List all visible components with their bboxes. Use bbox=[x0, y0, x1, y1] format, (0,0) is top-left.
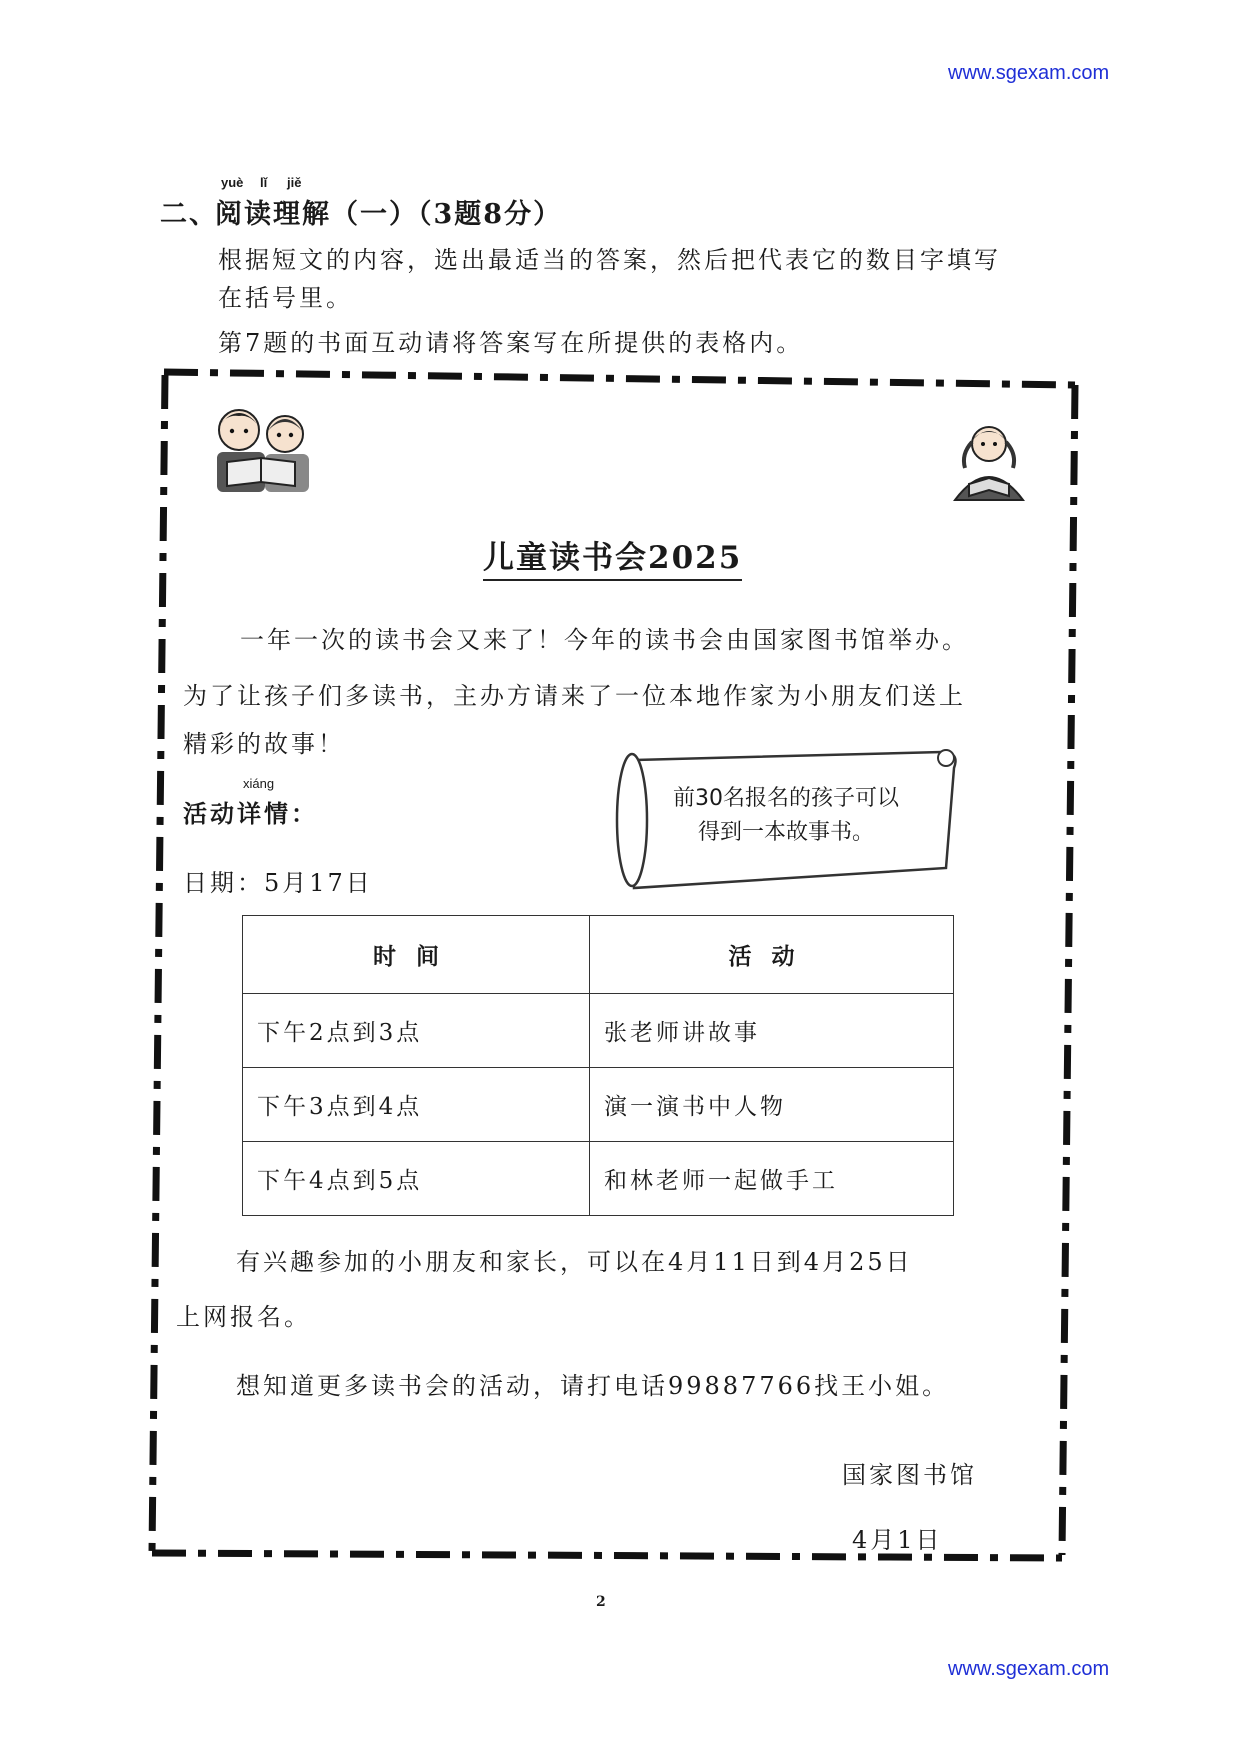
row-1-activity: 张老师讲故事 bbox=[590, 994, 954, 1068]
signature-organization: 国家图书馆 bbox=[842, 1461, 977, 1489]
instruction-line-2: 在括号里。 bbox=[218, 284, 353, 312]
pinyin-jie: jiě bbox=[287, 175, 302, 190]
instruction-line-3: 第7题的书面互动请将答案写在所提供的表格内。 bbox=[218, 329, 804, 357]
poster-paragraph-line-3: 精彩的故事！ bbox=[183, 730, 345, 758]
girl-reading-illustration bbox=[945, 420, 1033, 506]
poster-title: 儿童读书会2025 bbox=[483, 532, 742, 581]
row-3-activity: 和林老师一起做手工 bbox=[590, 1142, 954, 1216]
poster-paragraph-line-1: 一年一次的读书会又来了！今年的读书会由国家图书馆举办。 bbox=[240, 626, 969, 654]
children-reading-illustration bbox=[205, 400, 315, 498]
watermark-top: www.sgexam.com bbox=[948, 62, 1110, 84]
scroll-note bbox=[636, 782, 936, 850]
table-header-row bbox=[243, 916, 954, 994]
pinyin-li: lǐ bbox=[260, 175, 268, 190]
table-row bbox=[243, 994, 954, 1068]
details-label: 活动详情： bbox=[183, 799, 318, 828]
schedule-table bbox=[242, 915, 954, 1216]
instruction-line-1: 根据短文的内容，选出最适当的答案，然后把代表它的数目字填写 bbox=[218, 246, 1001, 274]
event-date: 日期：5月17日 bbox=[183, 869, 373, 897]
row-2-activity: 演一演书中人物 bbox=[590, 1068, 954, 1142]
header-activity: 活动 bbox=[590, 916, 954, 994]
header-time: 时间 bbox=[243, 916, 590, 994]
poster-paragraph-line-2: 为了让孩子们多读书，主办方请来了一位本地作家为小朋友们送上 bbox=[183, 682, 966, 710]
signature-date: 4月1日 bbox=[852, 1526, 943, 1554]
row-2-time: 下午3点到4点 bbox=[243, 1068, 590, 1142]
table-row bbox=[243, 1068, 954, 1142]
scroll-note-line-1: 前30名报名的孩子可以 bbox=[673, 786, 899, 811]
signup-line-1: 有兴趣参加的小朋友和家长，可以在4月11日到4月25日 bbox=[236, 1248, 913, 1276]
section-number: 二、 bbox=[160, 199, 218, 230]
row-1-time: 下午2点到3点 bbox=[243, 994, 590, 1068]
section-title: 阅读理解（一）（3题8分） bbox=[215, 199, 563, 230]
pinyin-yue: yuè bbox=[221, 175, 244, 190]
page-number: 2 bbox=[596, 1594, 606, 1610]
contact-line: 想知道更多读书会的活动，请打电话99887766找王小姐。 bbox=[236, 1372, 950, 1400]
signup-line-2: 上网报名。 bbox=[176, 1303, 311, 1331]
table-row bbox=[243, 1142, 954, 1216]
row-3-time: 下午4点到5点 bbox=[243, 1142, 590, 1216]
scroll-note-line-2: 得到一本故事书。 bbox=[697, 820, 874, 845]
details-pinyin: xiáng bbox=[243, 776, 275, 791]
watermark-bottom: www.sgexam.com bbox=[948, 1658, 1110, 1680]
